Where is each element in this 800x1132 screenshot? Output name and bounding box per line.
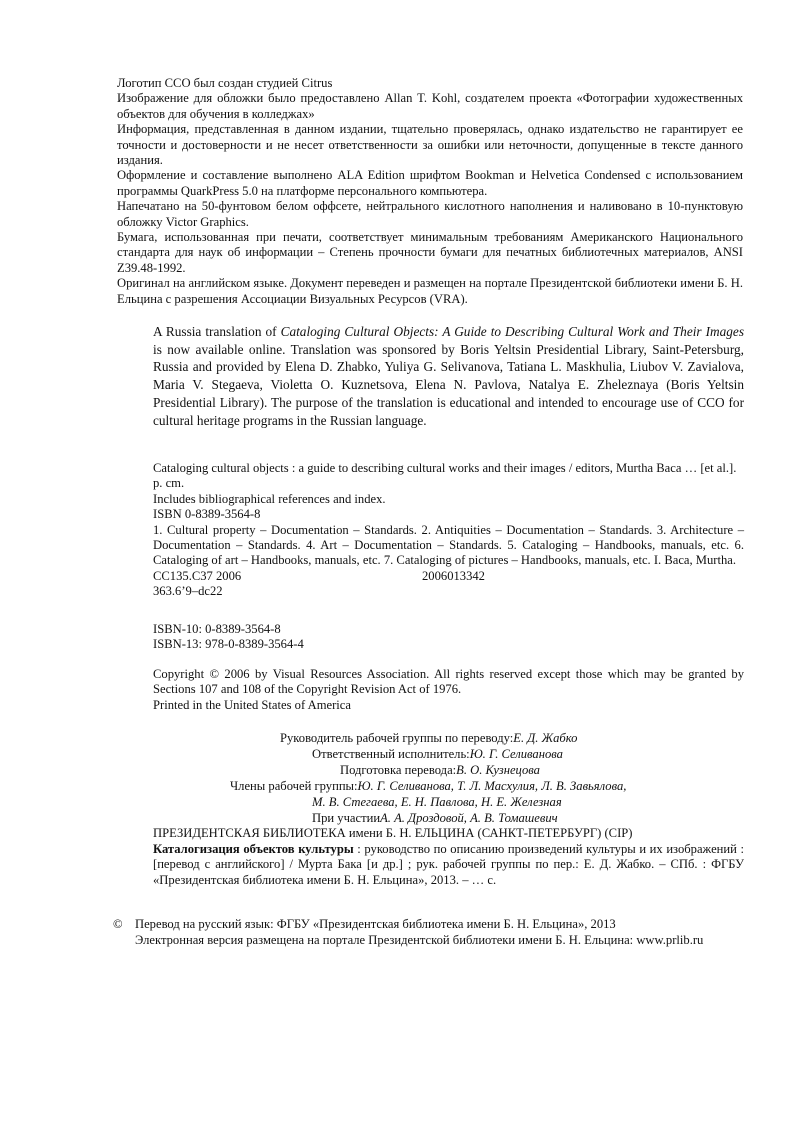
imprint-disclaimer: Информация, представленная в данном издании, тщательно проверялась, однако издательство не гарантирует ее точности и достоверности и не несет ответственности за ошибки или неточности, допущенные в тексте данного издания. [117,122,743,168]
cip-subjects: 1. Cultural property – Documentation – Standards. 2. Antiquities – Documentation – Standards. 3. Architecture – Documentation – Standards. 4. Art – Documentation – Standards. 5. Cataloging – Handbooks, manuals, etc. 6. Cataloging of art – Handbooks, manuals, etc. 7. Cataloging of pictures – Handbooks, manuals, etc. I. Baca, Murtha. [153,522,744,568]
credit-assist-label: При участии [312,811,381,825]
cip-includes: Includes bibliographical references and index. [153,491,386,506]
imprint-original-note: Оригинал на английском языке. Документ переведен и размещен на портале Президентской библиотеки имени Б. Н. Ельцина с разрешения Ассоциации Визуальных Ресурсов (VRA). [117,276,743,306]
copyright-block [153,667,744,713]
cip-title-line: Cataloging cultural objects : a guide to describing cultural works and their images / editors, Murtha Baca … [et al.]. [153,461,737,475]
russian-cip [153,826,744,888]
isbn-10: ISBN-10: 0-8389-3564-8 [153,622,281,636]
imprint-logo-credit: Логотип CCO был создан студией Citrus [117,76,333,90]
credit-members-names-1: Ю. Г. Селиванова, Т. Л. Масхулия, Л. В. Завьялова, [357,779,627,793]
credit-members-cont [220,794,650,810]
cip-call-row [153,569,744,584]
translation-note-title: Cataloging Cultural Objects: A Guide to Describing Cultural Work and Their Images [280,324,744,339]
russian-cip-title: Каталогизация объектов культуры [153,841,354,856]
translation-note [153,323,744,429]
credits-block [220,730,650,826]
cip-dewey: 363.6’9–dc22 [153,584,223,599]
credit-assist-names: А. А. Дроздовой, А. В. Томашевич [380,811,558,825]
credit-preparation-label: Подготовка перевода: [340,763,457,777]
isbn-13: ISBN-13: 978-0-8389-3564-4 [153,637,304,652]
cip-lccn: 2006013342 [422,568,485,583]
translation-note-body: is now available online. Translation was sponsored by Boris Yeltsin Presidential Library, Saint-Petersburg, Russia and provided by Elena D. Zhabko, Yuliya G. Selivanova, Tatiana L. Maskhulia, Liubov V. Zavialova, Maria V. Stegaeva, Violetta O. Kuznetsova, Elena N. Pavlova, Natalya E. Zheleznaya (Boris Yeltsin Presidential Library). The purpose of the translation is educational and intended to encourage use of CCO for cultural heritage programs in the Russian language. [153,341,744,428]
electronic-version-line: Электронная версия размещена на портале Президентской библиотеки имени Б. Н. Ельцина: www.prlib.ru [135,933,704,947]
cip-isbn: ISBN 0-8389-3564-8 [153,507,261,522]
credit-members-label: Члены рабочей группы: [230,779,358,793]
imprint-printing-note: Напечатано на 50-фунтовом белом оффсете, нейтрального кислотного наполнения и наливовано в 10-пунктовую обложку Victor Graphics. [117,199,743,229]
copyright-symbol: © [113,917,123,931]
printed-in: Printed in the United States of America [153,697,351,712]
russian-cip-rest: : руководство по описанию произведений культуры и их изображений : [перевод с английского] / Мурта Бака [и др.] ; рук. рабочей группы по пер.: Е. Д. Жабко. – СПб. : ФГБУ «Президентская библиотека имени Б. Н. Ельцина», 2013. – … с. [153,841,745,887]
imprint-paper-note: Бумага, использованная при печати, соответствует минимальным требованиям Американского Национального стандарта для наук об информации – Степень прочности бумаги для печатных библиотечных материалов, ANSI Z39.48-1992. [117,230,743,275]
credit-responsible [220,746,650,762]
credit-head [220,730,650,746]
copyright-notice: Copyright © 2006 by Visual Resources Association. All rights reserved except those which may be granted by Sections 107 and 108 of the Copyright Revision Act of 1976. [153,667,744,697]
credit-responsible-label: Ответственный исполнитель: [312,747,470,761]
imprint-design-note: Оформление и составление выполнено ALA Edition шрифтом Bookman и Helvetica Condensed с использованием программы QuarkPress 5.0 на платформе персонального компьютера. [117,168,743,198]
credit-preparation [220,762,650,778]
russian-cip-record [153,842,744,889]
credit-head-name: Е. Д. Жабко [513,731,578,745]
credit-head-label: Руководитель рабочей группы по переводу: [280,731,514,745]
translation-copyright [113,916,753,948]
credit-members [220,778,650,794]
translation-note-prefix: A Russia translation of [153,324,281,339]
cip-pages: p. cm. [153,476,185,491]
imprint-cover-credit: Изображение для обложки было предоставлено Allan T. Kohl, создателем проекта «Фотографии художественных объектов для обучения в колледжах» [117,91,743,121]
cip-call-number: CC135.C37 2006 [153,568,242,583]
credit-preparation-name: В. О. Кузнецова [456,763,540,777]
russian-cip-header: ПРЕЗИДЕНТСКАЯ БИБЛИОТЕКА имени Б. Н. ЕЛЬЦИНА (САНКТ-ПЕТЕРБУРГ) (CIP) [153,826,633,840]
imprint-block [117,76,743,307]
credit-responsible-name: Ю. Г. Селиванова [469,747,563,761]
translation-copyright-text: Перевод на русский язык: ФГБУ «Президентская библиотека имени Б. Н. Ельцина», 2013 [135,917,616,931]
isbn-block [153,622,553,653]
credit-members-names-2: М. В. Стегаева, Е. Н. Павлова, Н. Е. Железная [312,795,562,809]
credit-assist [220,810,650,826]
translation-copyright-line-1 [113,916,753,932]
cip-record [153,461,744,600]
